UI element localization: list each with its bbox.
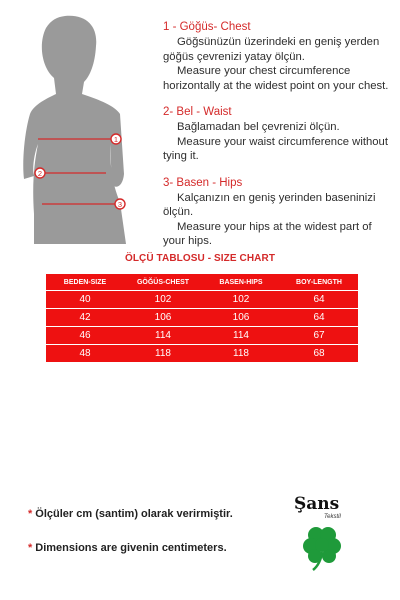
- cell-hips: 106: [202, 309, 280, 327]
- cell-hips: 118: [202, 345, 280, 363]
- cell-chest: 102: [124, 291, 202, 309]
- brand-logo: [284, 494, 374, 574]
- waist-section: [163, 105, 395, 164]
- note-turkish: [28, 508, 233, 520]
- chest-instruction-tr: Göğsünüzün üzerindeki en geniş yerden göğüs çevrenizi yatay ölçün.: [163, 36, 380, 63]
- cell-size: 42: [46, 309, 124, 327]
- note-star: *: [28, 542, 33, 554]
- note-english-text: Dimensions are givenin centimeters.: [35, 542, 227, 554]
- brand-name: Şans: [294, 494, 340, 514]
- cell-length: 67: [280, 327, 358, 345]
- table-row: [46, 345, 358, 363]
- cell-hips: 114: [202, 327, 280, 345]
- chest-title: 1 - Göğüs- Chest: [163, 21, 251, 33]
- cell-chest: 106: [124, 309, 202, 327]
- note-star: *: [28, 508, 33, 520]
- header-hips: BASEN-HIPS: [202, 274, 280, 291]
- cell-size: 48: [46, 345, 124, 363]
- hips-section: [163, 176, 395, 249]
- cell-hips: 102: [202, 291, 280, 309]
- header-chest: GÖĞÜS-CHEST: [124, 274, 202, 291]
- size-chart-title: ÖLÇÜ TABLOSU - SIZE CHART: [124, 253, 276, 264]
- measurement-instructions: [163, 20, 395, 261]
- hips-instruction-tr: Kalçanızın en geniş yerinden baseninizi ölçün.: [163, 191, 376, 218]
- hips-title: 3- Basen - Hips: [163, 176, 243, 189]
- clover-icon: [300, 524, 346, 572]
- table-row: [46, 291, 358, 309]
- cell-length: 68: [280, 345, 358, 363]
- chest-section: [163, 20, 395, 93]
- waist-marker-label: 2: [37, 169, 43, 178]
- table-row: [46, 327, 358, 345]
- note-english: [28, 542, 227, 554]
- waist-instruction-en: Measure your waist circumference without tying it.: [163, 135, 388, 162]
- size-chart-table: [46, 274, 358, 363]
- cell-chest: 118: [124, 345, 202, 363]
- table-header-row: [46, 274, 358, 291]
- cell-chest: 114: [124, 327, 202, 345]
- cell-length: 64: [280, 309, 358, 327]
- cell-length: 64: [280, 291, 358, 309]
- chest-instruction-en: Measure your chest circumference horizontally at the widest point on your chest.: [163, 65, 389, 92]
- table-row: [46, 309, 358, 327]
- waist-title: 2- Bel - Waist: [163, 106, 232, 118]
- cell-size: 40: [46, 291, 124, 309]
- waist-instruction-tr: Bağlamadan bel çevrenizi ölçün.: [177, 121, 340, 133]
- chest-marker-label: 1: [113, 135, 119, 144]
- silhouette: [23, 16, 126, 244]
- hips-instruction-en: Measure your hips at the widest part of your hips.: [163, 220, 372, 247]
- body-silhouette-figure: [20, 14, 150, 244]
- brand-subtitle: Tekstil: [324, 514, 341, 520]
- cell-size: 46: [46, 327, 124, 345]
- header-length: BOY-LENGTH: [280, 274, 358, 291]
- note-turkish-text: Ölçüler cm (santim) olarak verirmiştir.: [35, 508, 233, 520]
- header-size: BEDEN-SIZE: [46, 274, 124, 291]
- hips-marker-label: 3: [117, 200, 123, 209]
